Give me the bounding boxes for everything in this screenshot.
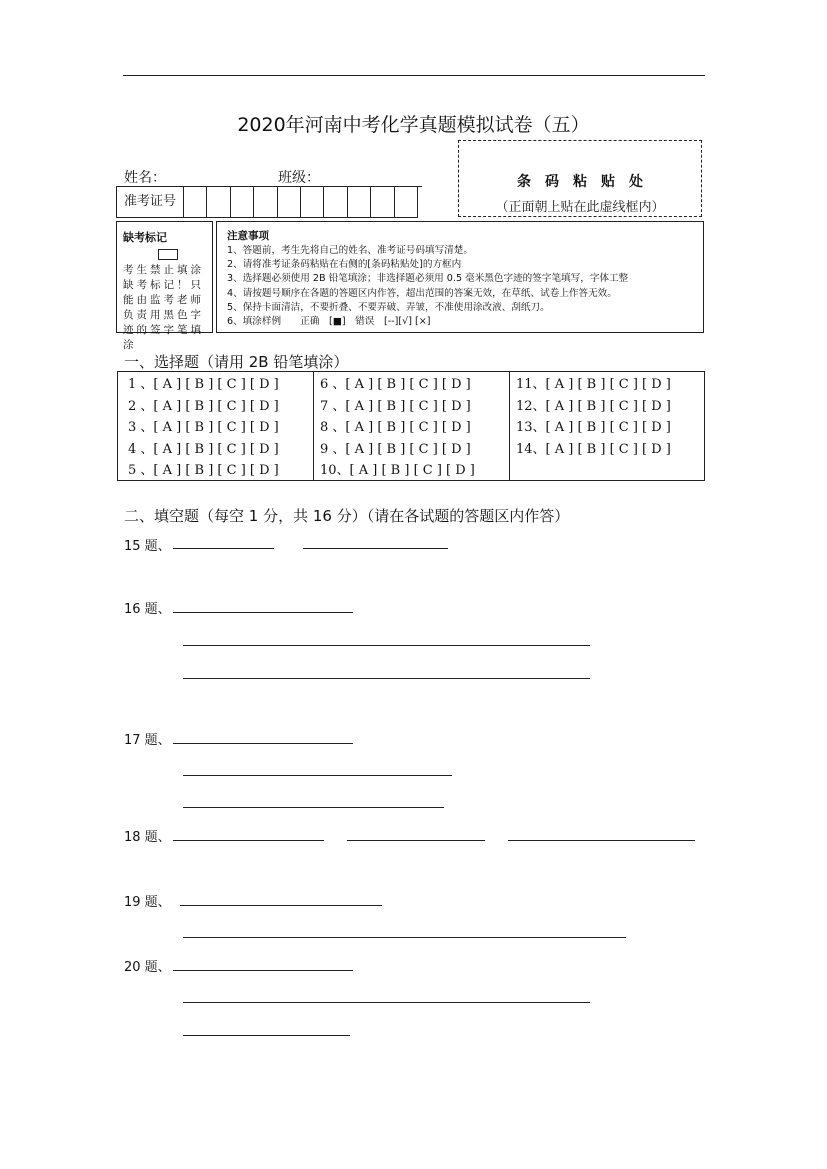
class-label: 班级： — [278, 170, 320, 186]
mc-question[interactable]: 11、[ A ] [ B ] [ C ] [ D ] — [516, 377, 671, 392]
exam-id-cell[interactable] — [278, 187, 301, 217]
question-label: 16 题、 — [124, 602, 171, 617]
answer-line[interactable] — [347, 840, 485, 841]
mc-question[interactable]: 3 、[ A ] [ B ] [ C ] [ D ] — [128, 420, 279, 436]
absent-text: 考生禁止填涂缺考标记！只能由监考老师负责用黑色字迹的签字笔填涂 — [123, 264, 204, 351]
answer-line[interactable] — [173, 970, 353, 971]
mc-question[interactable]: 7 、[ A ] [ B ] [ C ] [ D ] — [320, 398, 471, 414]
exam-id-cell[interactable] — [348, 187, 371, 217]
question-label: 18 题、 — [124, 830, 171, 845]
answer-line[interactable] — [508, 840, 695, 841]
answer-line[interactable] — [183, 645, 590, 646]
exam-id-label: 准考证号 — [117, 187, 184, 217]
question-label: 15 题、 — [124, 539, 171, 554]
mc-question[interactable]: 10、[ A ] [ B ] [ C ] [ D ] — [320, 463, 475, 479]
exam-id-cell[interactable] — [207, 187, 230, 217]
barcode-sub: （正面朝上贴在此虚线框内） — [495, 200, 665, 215]
question-label: 17 题、 — [124, 733, 171, 748]
question-label: 19 题、 — [124, 895, 171, 910]
notice-line: 4、请按题号顺序在各题的答题区内作答，超出范围的答案无效，在草纸、试卷上作答无效。 — [227, 287, 617, 299]
mc-column — [314, 372, 510, 480]
mc-question[interactable]: 14、[ A ] [ B ] [ C ] [ D ] — [516, 441, 671, 457]
exam-id-cell[interactable] — [231, 187, 254, 217]
notice-line: 3、选择题必须使用 2B 铅笔填涂；非选择题必须用 0.5 毫米黑色字迹的签字笔填写，字体工整 — [227, 273, 629, 285]
exam-id-box — [116, 186, 418, 218]
class-field[interactable] — [320, 172, 422, 187]
notice-line: 6、填涂样例 正确 [■] 错误 [--][√] [×] — [227, 316, 431, 328]
section1-title: 一、选择题（请用 2B 铅笔填涂） — [124, 353, 349, 371]
section2-title: 二、填空题（每空 1 分，共 16 分）（请在各试题的答题区内作答） — [124, 507, 570, 525]
absent-title: 缺考标记 — [123, 231, 167, 244]
exam-id-cell[interactable] — [254, 187, 277, 217]
page-title: 2020年河南中考化学真题模拟试卷（五） — [237, 114, 590, 136]
mc-question[interactable]: 5 、[ A ] [ B ] [ C ] [ D ] — [128, 463, 279, 479]
answer-line[interactable] — [303, 548, 448, 549]
notice-line: 1、答题前，考生先将自己的姓名、准考证号码填写清楚。 — [227, 245, 473, 256]
mc-column — [118, 372, 314, 480]
mc-question[interactable]: 13、[ A ] [ B ] [ C ] [ D ] — [516, 420, 671, 436]
name-field[interactable] — [166, 172, 278, 187]
absent-checkbox[interactable] — [158, 249, 178, 260]
multiple-choice-grid — [117, 371, 705, 481]
answer-line[interactable] — [173, 548, 274, 549]
exam-id-cell[interactable] — [301, 187, 324, 217]
answer-line[interactable] — [183, 937, 626, 938]
notice-line: 2、请将准考证条码粘贴在右侧的[条码粘贴处]的方框内 — [227, 259, 462, 271]
answer-line[interactable] — [183, 1002, 590, 1003]
barcode-area — [458, 140, 702, 217]
name-label: 姓名： — [124, 170, 166, 186]
mc-question[interactable]: 4 、[ A ] [ B ] [ C ] [ D ] — [128, 441, 279, 457]
answer-line[interactable] — [173, 612, 353, 613]
notice-title: 注意事项 — [227, 230, 269, 242]
exam-id-cell[interactable] — [184, 187, 207, 217]
question-label: 20 题、 — [124, 960, 171, 975]
answer-line[interactable] — [180, 905, 382, 906]
answer-line[interactable] — [183, 678, 590, 679]
answer-line[interactable] — [173, 743, 353, 744]
exam-id-cell[interactable] — [324, 187, 347, 217]
barcode-label: 条码粘贴处 — [517, 174, 657, 190]
answer-line[interactable] — [183, 1035, 350, 1036]
exam-id-cell[interactable] — [371, 187, 394, 217]
notice-line: 5、保持卡面清洁，不要折叠、不要弄破、弄皱，不准使用涂改液、刮纸刀。 — [227, 301, 550, 313]
mc-question[interactable]: 8 、[ A ] [ B ] [ C ] [ D ] — [320, 420, 471, 436]
answer-line[interactable] — [173, 840, 324, 841]
mc-question[interactable]: 1 、[ A ] [ B ] [ C ] [ D ] — [128, 377, 279, 392]
name-class-row — [124, 167, 422, 187]
top-rule — [123, 75, 705, 76]
mc-question[interactable]: 9 、[ A ] [ B ] [ C ] [ D ] — [320, 441, 471, 457]
mc-question[interactable]: 2 、[ A ] [ B ] [ C ] [ D ] — [128, 398, 279, 414]
answer-line[interactable] — [183, 775, 452, 776]
mc-question[interactable]: 12、[ A ] [ B ] [ C ] [ D ] — [516, 398, 671, 414]
answer-line[interactable] — [183, 807, 444, 808]
mc-column — [510, 372, 704, 480]
mc-question[interactable]: 6 、[ A ] [ B ] [ C ] [ D ] — [320, 377, 471, 392]
notice-box — [216, 221, 704, 333]
absent-mark-box — [116, 221, 213, 351]
exam-id-cell[interactable] — [395, 187, 417, 217]
